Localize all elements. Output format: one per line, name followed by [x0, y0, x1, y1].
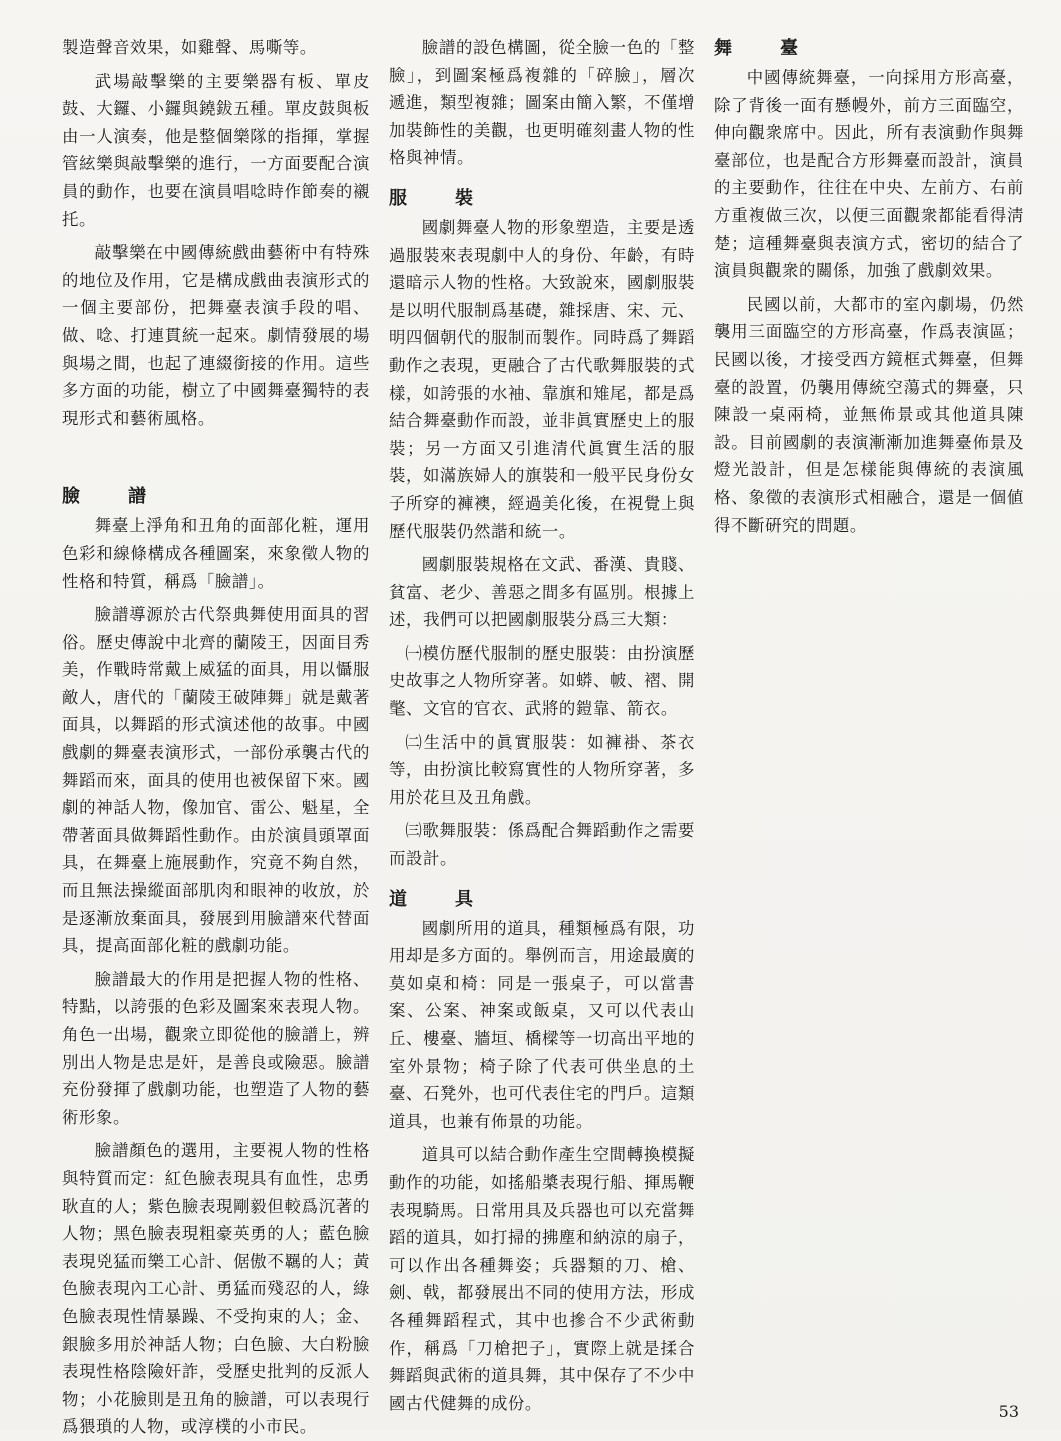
paragraph: 臉譜導源於古代祭典舞使用面具的習俗。歷史傳說中北齊的蘭陵王，因面目秀美，作戰時常戴上威猛的面具，用以懾服敵人，唐代的「蘭陵王破陣舞」就是戴著面具，以舞蹈的形式演述他的故事。中國戲劇的舞臺表演形式，一部份承襲古代的舞蹈而來，面具的使用也被保留下來。國劇的神話人物，像加官、雷公、魁星，全帶著面具做舞蹈性動作。由於演員頭罩面具，在舞臺上施展動作，究竟不夠自然，而且無法操縱面部肌肉和眼神的收放，於是逐漸放棄面具，發展到用臉譜來代替面具，提高面部化粧的戲劇功能。 — [62, 605, 370, 956]
heading-char: 具 — [455, 888, 473, 910]
paragraph: 舞臺上淨角和丑角的面部化粧，運用色彩和線條構成各種圖案，來象徵人物的性格和特質，稱爲「臉譜」。 — [62, 516, 370, 591]
section-heading-facial-makeup — [62, 482, 146, 512]
paragraph: 製造聲音效果，如雞聲、馬嘶等。 — [62, 38, 317, 57]
column-left — [62, 34, 370, 1441]
section-gap — [389, 873, 695, 885]
paragraph: 國劇服裝規格在文武、番漢、貴賤、貧富、老少、善惡之間多有區別。根據上述，我們可以把國劇服裝分爲三大類： — [389, 555, 695, 630]
heading-char: 譜 — [128, 486, 146, 508]
paragraph: 臉譜顏色的選用，主要視人物的性格與特質而定：紅色臉表現具有血性，忠勇耿直的人；紫色臉表現剛毅但較爲沉著的人物；黑色臉表現粗豪英勇的人；藍色臉表現兇猛而樂工心計、倨傲不羈的人；黃色臉表現內工心計、勇猛而殘忍的人，綠色臉表現性情暴躁、不受拘束的人；金、銀臉多用於神話人物；白色臉、大白粉臉表現性格陰險奸詐，受歷史批判的反派人物；小花臉則是丑角的臉譜，可以表現行爲猥瑣的人物，或淳樸的小市民。 — [62, 1141, 370, 1437]
heading-char: 臺 — [780, 38, 798, 59]
paragraph: 國劇所用的道具，種類極爲有限，功用却是多方面的。舉例而言，用途最廣的莫如桌和椅：同是一張桌子，可以當書案、公案、神案或飯桌，又可以代表山丘、樓臺、牆垣、橋樑等一切高出平地的室外景物；椅子除了代表可供坐息的土臺、石凳外，也可代表住宅的門戶。這類道具，也兼有佈景的功能。 — [389, 918, 695, 1131]
column-middle — [389, 34, 695, 1417]
heading-char: 臉 — [62, 486, 80, 508]
heading-char: 舞 — [714, 38, 732, 59]
heading-char: 服 — [389, 187, 407, 209]
paragraph: 敲擊樂在中國傳統戲曲藝術中有特殊的地位及作用，它是構成戲曲表演形式的一個主要部份，把舞臺表演手段的唱、做、唸、打連貫統一起來。劇情發展的場與場之間，也起了連綴銜接的作用。這些多方面的功能，樹立了中國舞臺獨特的表現形式和藝術風格。 — [62, 243, 370, 428]
section-heading-stage — [714, 34, 798, 64]
list-item: ㈠模仿歷代服制的歷史服裝：由扮演歷史故事之人物所穿著。如蟒、帔、褶、開氅、文官的官衣、武將的鎧靠、箭衣。 — [389, 643, 695, 719]
list-item: ㈡生活中的眞實服裝：如褲褂、茶衣等，由扮演比較寫實性的人物所穿著，多用於花旦及丑角戲。 — [389, 732, 695, 807]
section-heading-costume — [389, 184, 473, 214]
heading-char: 裝 — [455, 187, 473, 209]
paragraph: 臉譜最大的作用是把握人物的性格、特點，以誇張的色彩及圖案來表現人物。角色一出場，觀衆立即從他的臉譜上，辨別出人物是忠是奸，是善良或險惡。臉譜充份發揮了戲劇功能，也塑造了人物的藝術形象。 — [62, 969, 370, 1127]
page-number: 53 — [998, 1402, 1019, 1421]
paragraph: 中國傳統舞臺，一向採用方形高臺，除了背後一面有懸幔外，前方三面臨空，伸向觀衆席中。因此，所有表演動作與舞臺部位，也是配合方形舞臺而設計，演員的主要動作，往往在中央、左前方、右前方重複做三次，以便三面觀衆都能看得淸楚；這種舞臺與表演方式，密切的結合了演員與觀衆的關係，加強了戲劇效果。 — [714, 68, 1024, 281]
paragraph: 民國以前，大都市的室內劇場，仍然襲用三面臨空的方形高臺，作爲表演區；民國以後，才接受西方鏡框式舞臺，但舞臺的設置，仍襲用傳統空蕩式的舞臺，只陳設一桌兩椅，並無佈景或其他道具陳設。目前國劇的表演漸漸加進舞臺佈景及燈光設計，但是怎樣能與傳統的表演風格、象徵的表演形式相融合，還是一個値得不斷硏究的問題。 — [714, 294, 1024, 535]
list-item: ㈢歌舞服裝：係爲配合舞蹈動作之需要而設計。 — [389, 821, 695, 869]
paragraph: 道具可以結合動作產生空間轉換模擬動作的功能，如搖船槳表現行船、揮馬鞭表現騎馬。日常用具及兵器也可以充當舞蹈的道具，如打掃的拂塵和納涼的扇子，可以作出各種舞姿；兵器類的刀、槍、劍、戟，都發展出不同的使用方法，形成各種舞蹈程式，其中也摻合不少武術動作，稱爲「刀槍把子」，實際上就是揉合舞蹈與武術的道具舞，其中保存了不少中國古代健舞的成份。 — [389, 1145, 695, 1413]
column-right — [714, 34, 1024, 539]
section-heading-props — [389, 885, 473, 915]
section-gap — [389, 172, 695, 184]
paragraph: 武場敲擊樂的主要樂器有板、單皮鼓、大鑼、小鑼與鐃鈸五種。單皮鼓與板由一人演奏，他是整個樂隊的指揮，掌握管絃樂與敲擊樂的進行，一方面要配合演員的動作，也要在演員唱唸時作節奏的襯托。 — [62, 71, 370, 229]
section-gap — [62, 432, 370, 482]
paragraph: 臉譜的設色構圖，從全臉一色的「整臉」，到圖案極爲複雜的「碎臉」，層次遞進，類型複雜；圖案由簡入繁，不僅增加裝飾性的美觀，也更明確刻畫人物的性格與神情。 — [389, 38, 695, 168]
heading-char: 道 — [389, 888, 407, 910]
paragraph: 國劇舞臺人物的形象塑造，主要是透過服裝來表現劇中人的身份、年齡，有時還暗示人物的性格。大致說來，國劇服裝是以明代服制爲基礎，雜採唐、宋、元、明四個朝代的服制而製作。同時爲了舞蹈動作之表現，更融合了古代歌舞服裝的式樣，如誇張的水袖、靠旗和雉尾，都是爲結合舞臺動作而設，並非眞實歷史上的服裝；另一方面又引進清代眞實生活的服裝，如滿族婦人的旗裝和一般平民身份女子所穿的褲襖，經過美化後，在視覺上與歷代服裝仍然諧和統一。 — [389, 217, 695, 541]
